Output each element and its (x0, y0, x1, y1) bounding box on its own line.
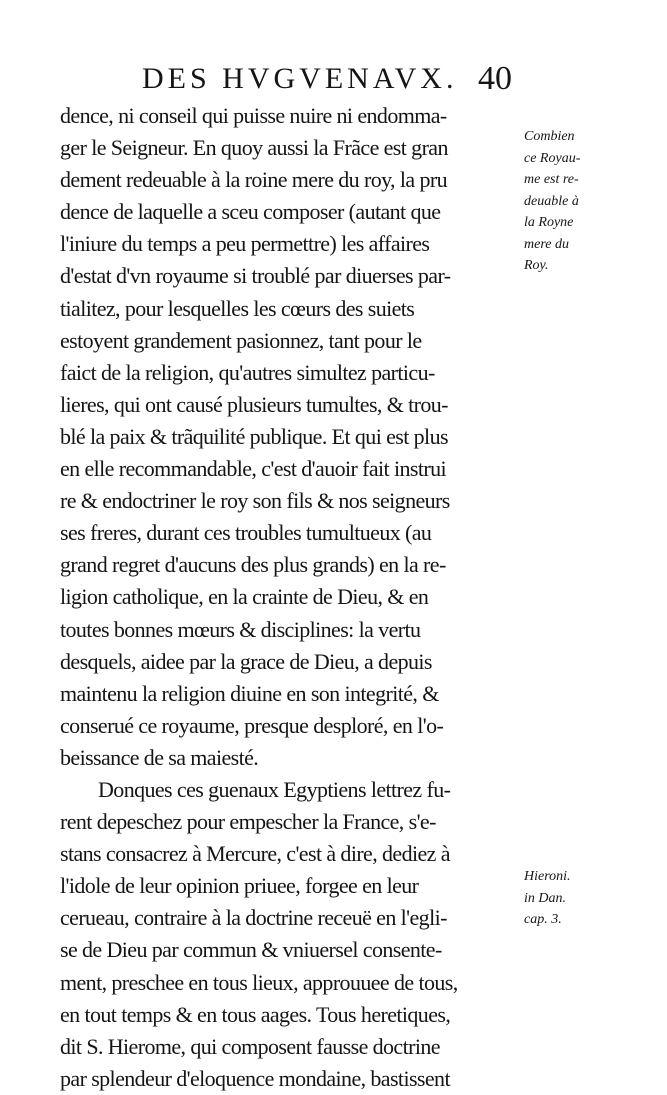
text-line: en tout temps & en tous aages. Tous heretiques, (60, 1001, 451, 1027)
margin-note-hieronymus (524, 866, 604, 931)
text-line: stans consacrez à Mercure, c'est à dire, dediez à (60, 841, 450, 867)
text-line: re & endoctriner le roy son fils & nos seigneurs (60, 488, 450, 514)
text-line: ses freres, durant ces troubles tumultueux (au (60, 520, 432, 546)
text-line: grand regret d'aucuns des plus grands) en la re- (60, 552, 446, 578)
page-header (60, 62, 540, 102)
margin-note-line: cap. 3. (524, 912, 562, 927)
text-line: dence de laquelle a sceu composer (autant que (60, 199, 441, 225)
text-line: rent depeschez pour empescher la France, s'e- (60, 809, 436, 835)
text-line: par splendeur d'eloquence mondaine, bastissent (60, 1065, 450, 1091)
running-title: DES HVGVENAVX. (142, 62, 458, 95)
margin-note-line: Combien (524, 129, 575, 144)
text-line: dit S. Hierome, qui composent fausse doctrine (60, 1033, 440, 1059)
text-line: l'iniure du temps a peu permettre) les affaires (60, 231, 430, 257)
text-line: dence, ni conseil qui puisse nuire ni endomma- (60, 103, 447, 128)
text-line: desquels, aidee par la grace de Dieu, a depuis (60, 648, 432, 674)
margin-note-line: deuable à (524, 193, 579, 209)
margin-note-line: Hieroni. (524, 869, 571, 884)
text-line: se de Dieu par commun & vniuersel consente- (60, 937, 442, 963)
margin-note-royne (524, 126, 604, 277)
page-number: 40 (478, 60, 512, 97)
margin-note-line: ce Royau- (524, 150, 581, 166)
text-line: en elle recommandable, c'est d'auoir fait instrui (60, 456, 446, 482)
margin-note-line: me est re- (524, 172, 579, 187)
text-line: toutes bonnes mœurs & disciplines: la vertu (60, 616, 421, 642)
text-line: dement redeuable à la roine mere du roy, la pru (60, 167, 447, 193)
text-line: blé la paix & trãquilité publique. Et qui est plus (60, 423, 448, 449)
text-line: ligion catholique, en la crainte de Dieu, & en (60, 584, 429, 610)
margin-note-line: la Royne (524, 215, 574, 230)
text-line: ger le Seigneur. En quoy aussi la Frãce est gran (60, 135, 448, 161)
text-line: lieres, qui ont causé plusieurs tumultes, & trou- (60, 391, 448, 417)
text-line: conserué ce royaume, presque desploré, en l'o- (60, 712, 444, 738)
body-text (60, 100, 520, 1095)
text-line: cerueau, contraire à la doctrine receuë en l'egli- (60, 905, 447, 931)
margin-note-line: in Dan. (524, 890, 566, 906)
text-line: l'idole de leur opinion priuee, forgee en leur (60, 873, 419, 899)
paragraph-first-line: Donques ces guenaux Egyptiens lettrez fu- (98, 776, 451, 802)
margin-note-line: Roy. (524, 258, 549, 273)
text-line: maintenu la religion diuine en son integrité, & (60, 680, 439, 706)
text-line: estoyent grandement pasionnez, tant pour le (60, 327, 422, 353)
text-line: tialitez, pour lesquelles les cœurs des suiets (60, 295, 415, 321)
text-line: beissance de sa maiesté. (60, 744, 259, 770)
text-line: ment, preschee en tous lieux, approuuee de tous, (60, 969, 458, 995)
text-line: faict de la religion, qu'autres simultez particu- (60, 359, 435, 385)
margin-note-line: mere du (524, 236, 569, 252)
text-line: d'estat d'vn royaume si troublé par diuerses par- (60, 263, 451, 289)
